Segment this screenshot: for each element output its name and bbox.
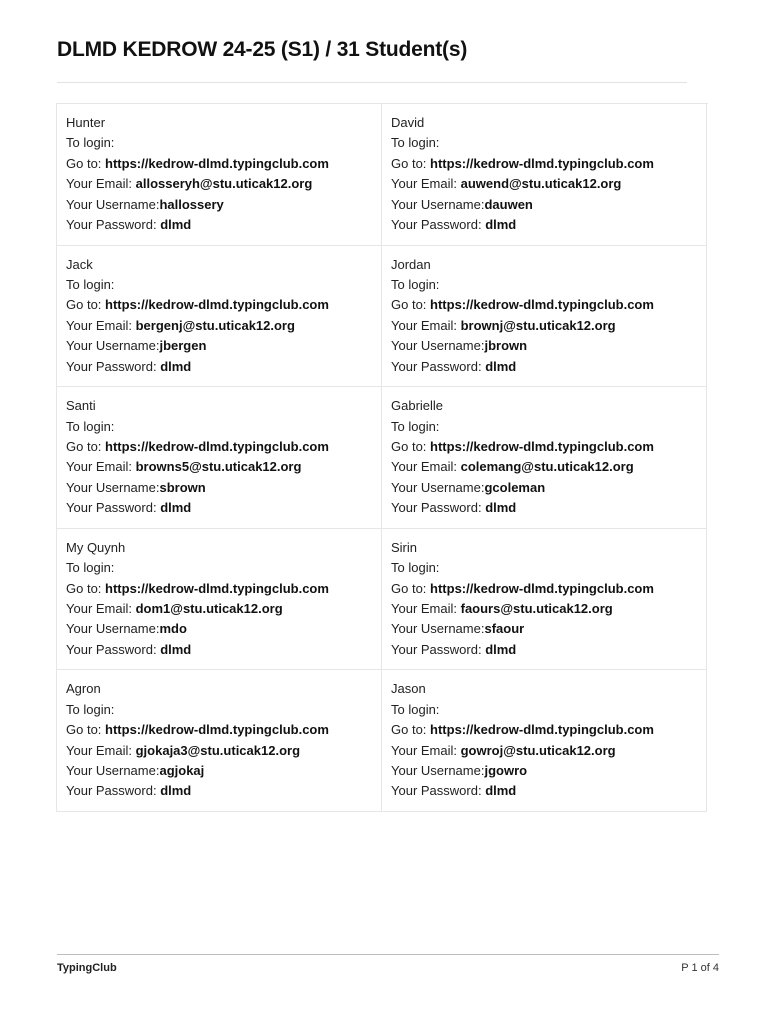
login-url: https://kedrow-dlmd.typingclub.com	[430, 580, 654, 596]
password-label: Your Password:	[391, 500, 486, 516]
student-password: dlmd	[485, 217, 517, 233]
username-line	[391, 336, 706, 356]
login-url: https://kedrow-dlmd.typingclub.com	[430, 297, 654, 313]
to-login-label: To login:	[66, 701, 115, 717]
student-email: dom1@stu.uticak12.org	[135, 601, 283, 616]
student-username: sfaour	[484, 621, 525, 637]
login-url: https://kedrow-dlmd.typingclub.com	[105, 580, 329, 596]
username-line	[66, 761, 381, 781]
email-label: Your Email:	[66, 601, 136, 616]
student-card	[382, 104, 707, 246]
go-to-label: Go to:	[66, 580, 106, 596]
email-label: Your Email:	[66, 176, 136, 192]
student-name: Jason	[391, 681, 426, 697]
go-to-label: Go to:	[66, 722, 106, 738]
student-name: David	[391, 115, 425, 130]
student-email: faours@stu.uticak12.org	[460, 601, 613, 616]
to-login-label: To login:	[66, 560, 115, 576]
title-divider	[57, 82, 687, 83]
student-name: Jordan	[391, 256, 431, 272]
password-line	[66, 498, 381, 518]
username-label: Your Username:	[66, 763, 160, 778]
student-email: gowroj@stu.uticak12.org	[460, 742, 616, 758]
username-label: Your Username:	[391, 479, 485, 495]
url-line	[391, 154, 706, 174]
student-name: Hunter	[66, 115, 106, 130]
url-line	[66, 437, 381, 457]
to-login-label: To login:	[391, 560, 440, 576]
student-email: bergenj@stu.uticak12.org	[135, 317, 295, 333]
username-line	[66, 336, 381, 356]
go-to-label: Go to:	[66, 297, 106, 313]
go-to-label: Go to:	[66, 155, 106, 171]
student-name: Santi	[66, 398, 96, 414]
student-card	[57, 529, 382, 671]
username-line	[66, 478, 381, 498]
password-label: Your Password:	[391, 641, 486, 657]
student-card	[382, 387, 707, 529]
student-email: colemang@stu.uticak12.org	[460, 459, 634, 475]
url-line	[66, 579, 381, 599]
username-label: Your Username:	[391, 338, 485, 354]
student-card	[382, 529, 707, 671]
login-url: https://kedrow-dlmd.typingclub.com	[105, 297, 329, 313]
email-label: Your Email:	[66, 459, 136, 475]
email-line	[391, 457, 706, 477]
student-username: agjokaj	[159, 763, 205, 778]
username-label: Your Username:	[66, 196, 160, 212]
url-line	[391, 720, 706, 740]
email-line	[66, 741, 381, 761]
email-label: Your Email:	[66, 317, 136, 333]
footer-divider	[57, 954, 719, 955]
url-line	[66, 720, 381, 740]
password-line	[66, 781, 381, 801]
email-label: Your Email:	[391, 459, 461, 475]
login-url: https://kedrow-dlmd.typingclub.com	[430, 155, 654, 171]
student-password: dlmd	[160, 641, 192, 657]
password-line	[66, 640, 381, 660]
student-email: browns5@stu.uticak12.org	[135, 459, 302, 475]
go-to-label: Go to:	[391, 439, 431, 454]
password-line	[391, 498, 706, 518]
login-url: https://kedrow-dlmd.typingclub.com	[105, 439, 329, 454]
username-line	[391, 195, 706, 215]
username-label: Your Username:	[66, 338, 160, 354]
username-line	[66, 195, 381, 215]
password-label: Your Password:	[66, 217, 161, 233]
student-card	[382, 246, 707, 388]
go-to-label: Go to:	[391, 155, 431, 171]
login-url: https://kedrow-dlmd.typingclub.com	[105, 155, 329, 171]
to-login-label: To login:	[391, 135, 440, 151]
password-label: Your Password:	[66, 500, 161, 516]
student-username: jgowro	[484, 763, 528, 778]
student-username: gcoleman	[484, 479, 546, 495]
student-password: dlmd	[160, 500, 192, 516]
student-password: dlmd	[485, 500, 517, 516]
username-line	[391, 761, 706, 781]
username-label: Your Username:	[391, 763, 485, 778]
to-login-label: To login:	[66, 277, 115, 292]
student-username: sbrown	[159, 479, 206, 495]
password-line	[391, 640, 706, 660]
url-line	[391, 437, 706, 457]
email-label: Your Email:	[391, 601, 461, 616]
username-line	[391, 478, 706, 498]
email-line	[66, 599, 381, 619]
student-name: Gabrielle	[391, 398, 444, 414]
student-name: Sirin	[391, 539, 418, 555]
password-label: Your Password:	[66, 358, 161, 374]
student-name: My Quynh	[66, 539, 126, 555]
password-label: Your Password:	[66, 641, 161, 657]
student-card	[57, 104, 382, 246]
student-email: allosseryh@stu.uticak12.org	[135, 176, 313, 192]
to-login-label: To login:	[391, 701, 440, 717]
footer-brand: TypingClub	[57, 962, 117, 974]
student-name: Agron	[66, 681, 101, 697]
go-to-label: Go to:	[66, 439, 106, 454]
to-login-label: To login:	[391, 418, 440, 434]
password-line	[66, 215, 381, 235]
email-line	[391, 174, 706, 194]
password-label: Your Password:	[66, 783, 161, 799]
password-line	[391, 215, 706, 235]
to-login-label: To login:	[66, 135, 115, 151]
student-card	[57, 246, 382, 388]
email-label: Your Email:	[391, 742, 461, 758]
student-email: brownj@stu.uticak12.org	[460, 317, 616, 333]
student-card	[57, 387, 382, 529]
to-login-label: To login:	[66, 418, 115, 434]
student-username: jbergen	[159, 338, 207, 354]
password-label: Your Password:	[391, 358, 486, 374]
email-line	[66, 457, 381, 477]
page-title: DLMD KEDROW 24-25 (S1) / 31 Student(s)	[57, 38, 468, 61]
url-line	[66, 154, 381, 174]
username-line	[391, 619, 706, 639]
username-label: Your Username:	[66, 621, 160, 637]
password-line	[391, 781, 706, 801]
student-password: dlmd	[485, 783, 517, 799]
username-label: Your Username:	[391, 621, 485, 637]
password-line	[66, 357, 381, 377]
email-line	[391, 316, 706, 336]
username-label: Your Username:	[391, 196, 485, 212]
url-line	[391, 579, 706, 599]
student-username: dauwen	[484, 196, 533, 212]
login-url: https://kedrow-dlmd.typingclub.com	[430, 439, 654, 454]
student-name: Jack	[66, 256, 93, 272]
go-to-label: Go to:	[391, 580, 431, 596]
page-number: P 1 of 4	[681, 962, 719, 974]
login-url: https://kedrow-dlmd.typingclub.com	[430, 722, 654, 738]
student-password: dlmd	[485, 358, 517, 374]
email-label: Your Email:	[391, 317, 461, 333]
student-card	[57, 670, 382, 812]
student-password: dlmd	[160, 217, 192, 233]
student-username: mdo	[159, 621, 187, 637]
student-password: dlmd	[485, 641, 517, 657]
student-email: auwend@stu.uticak12.org	[460, 176, 622, 192]
email-line	[66, 174, 381, 194]
password-label: Your Password:	[391, 783, 486, 799]
email-line	[391, 599, 706, 619]
student-card-grid	[56, 103, 708, 812]
username-line	[66, 619, 381, 639]
go-to-label: Go to:	[391, 722, 431, 738]
student-card	[382, 670, 707, 812]
login-url: https://kedrow-dlmd.typingclub.com	[105, 722, 329, 738]
email-label: Your Email:	[66, 742, 136, 758]
password-line	[391, 357, 706, 377]
to-login-label: To login:	[391, 277, 440, 292]
email-line	[391, 741, 706, 761]
student-password: dlmd	[160, 783, 192, 799]
email-line	[66, 316, 381, 336]
student-email: gjokaja3@stu.uticak12.org	[135, 742, 301, 758]
username-label: Your Username:	[66, 479, 160, 495]
url-line	[66, 295, 381, 315]
student-username: hallossery	[159, 196, 224, 212]
email-label: Your Email:	[391, 176, 461, 192]
go-to-label: Go to:	[391, 297, 431, 313]
student-password: dlmd	[160, 358, 192, 374]
student-username: jbrown	[484, 338, 528, 354]
url-line	[391, 295, 706, 315]
password-label: Your Password:	[391, 217, 486, 233]
